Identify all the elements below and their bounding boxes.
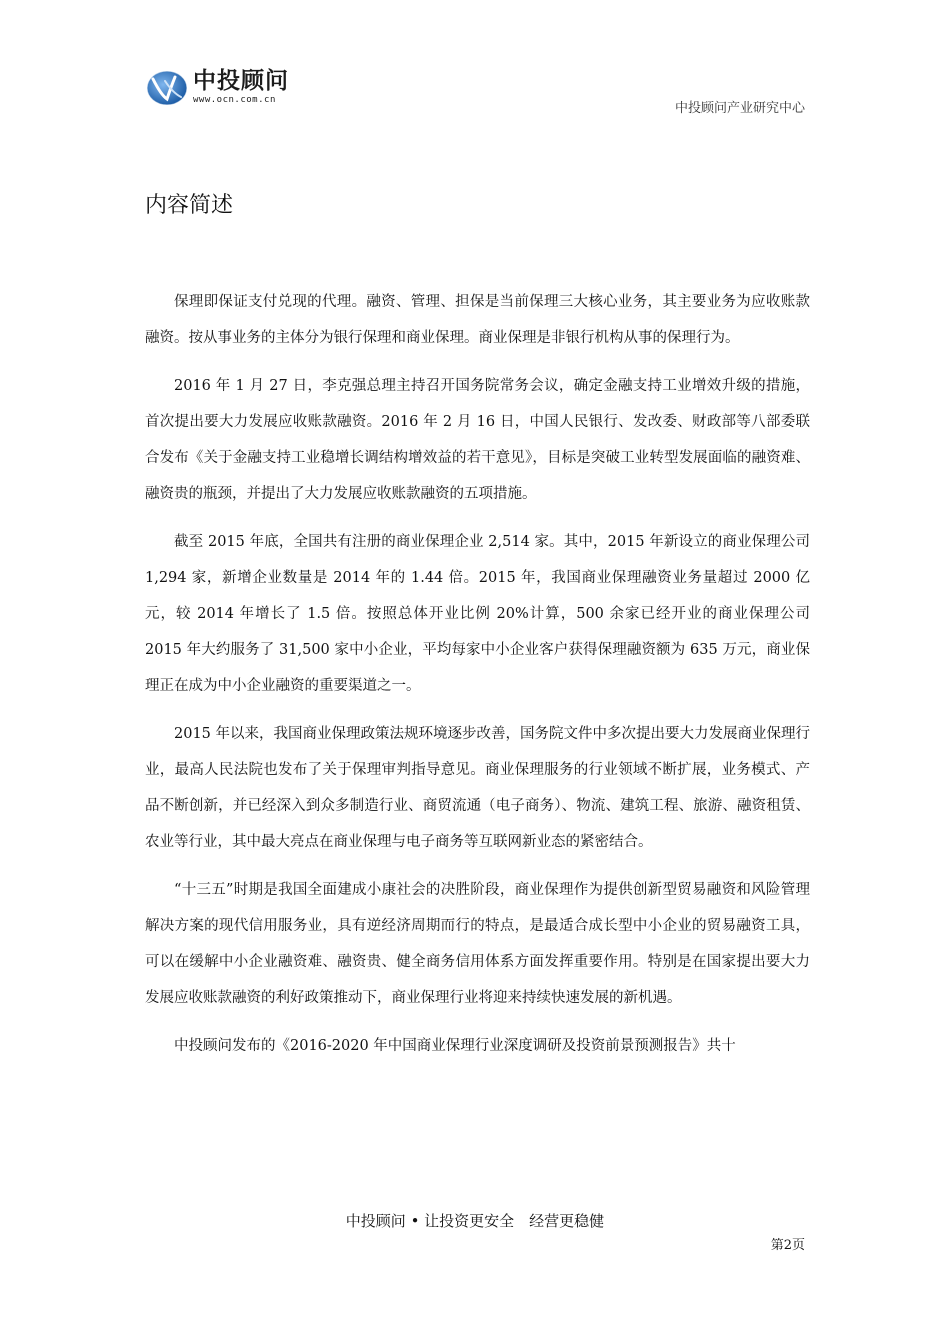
paragraph: 2015 年以来，我国商业保理政策法规环境逐步改善，国务院文件中多次提出要大力发展商业保理行业，最高人民法院也发布了关于保理审判指导意见。商业保理服务的行业领域不断扩展，业务模式、产品不断创新，并已经深入到众多制造行业、商贸流通（电子商务）、物流、建筑工程、旅游、融资租赁、农业等行业，其中最大亮点在商业保理与电子商务等互联网新业态的紧密结合。 (145, 726, 811, 850)
page-number: 第2页 (770, 1238, 805, 1253)
company-logo (143, 66, 293, 110)
paragraph: 2016 年 1 月 27 日，李克强总理主持召开国务院常务会议，确定金融支持工业增效升级的措施，首次提出要大力发展应收账款融资。2016 年 2 月 16 日，中国人民银行、发改委、财政部等八部委联合发布《关于金融支持工业稳增长调结构增效益的若干意见》，目标是突破工业转型发展面临的融资难、融资贵的瓶颈，并提出了大力发展应收账款融资的五项措施。 (145, 378, 810, 502)
header-center-name: 中投顾问产业研究中心 (674, 101, 805, 116)
paragraph: 保理即保证支付兑现的代理。融资、管理、担保是当前保理三大核心业务，其主要业务为应收账款融资。按从事业务的主体分为银行保理和商业保理。商业保理是非银行机构从事的保理行为。 (145, 294, 810, 346)
logo-text: 中投顾问 (193, 68, 289, 94)
logo-url: www.ocn.com.cn (193, 95, 276, 105)
paragraph: 截至 2015 年底，全国共有注册的商业保理企业 2,514 家。其中，2015 年新设立的商业保理公司 1,294 家，新增企业数量是 2014 年的 1.44 倍。2015 年，我国商业保理融资业务量超过 2000 亿元，较 2014 年增长了 1.5 倍。按照总体开业比例 20%计算，500 余家已经开业的商业保理公司 2015 年大约服务了 31,500 家中小企业，平均每家中小企业客户获得保理融资额为 635 万元，商业保理正在成为中小企业融资的重要渠道之一。 (145, 534, 810, 694)
logo-globe-icon (145, 69, 189, 107)
paragraph: “十三五”时期是我国全面建成小康社会的决胜阶段，商业保理作为提供创新型贸易融资和风险管理解决方案的现代信用服务业，具有逆经济周期而行的特点，是最适合成长型中小企业的贸易融资工具，可以在缓解中小企业融资难、融资贵、健全商务信用体系方面发挥重要作用。特别是在国家提出要大力发展应收账款融资的利好政策推动下，商业保理行业将迎来持续快速发展的新机遇。 (145, 882, 810, 1006)
footer-slogan: 中投顾问 • 让投资更安全 经营更稳健 (345, 1212, 605, 1230)
content-body (145, 284, 810, 1064)
section-title: 内容简述 (145, 193, 234, 218)
paragraph: 中投顾问发布的《2016-2020 年中国商业保理行业深度调研及投资前景预测报告》共十 (174, 1038, 736, 1054)
